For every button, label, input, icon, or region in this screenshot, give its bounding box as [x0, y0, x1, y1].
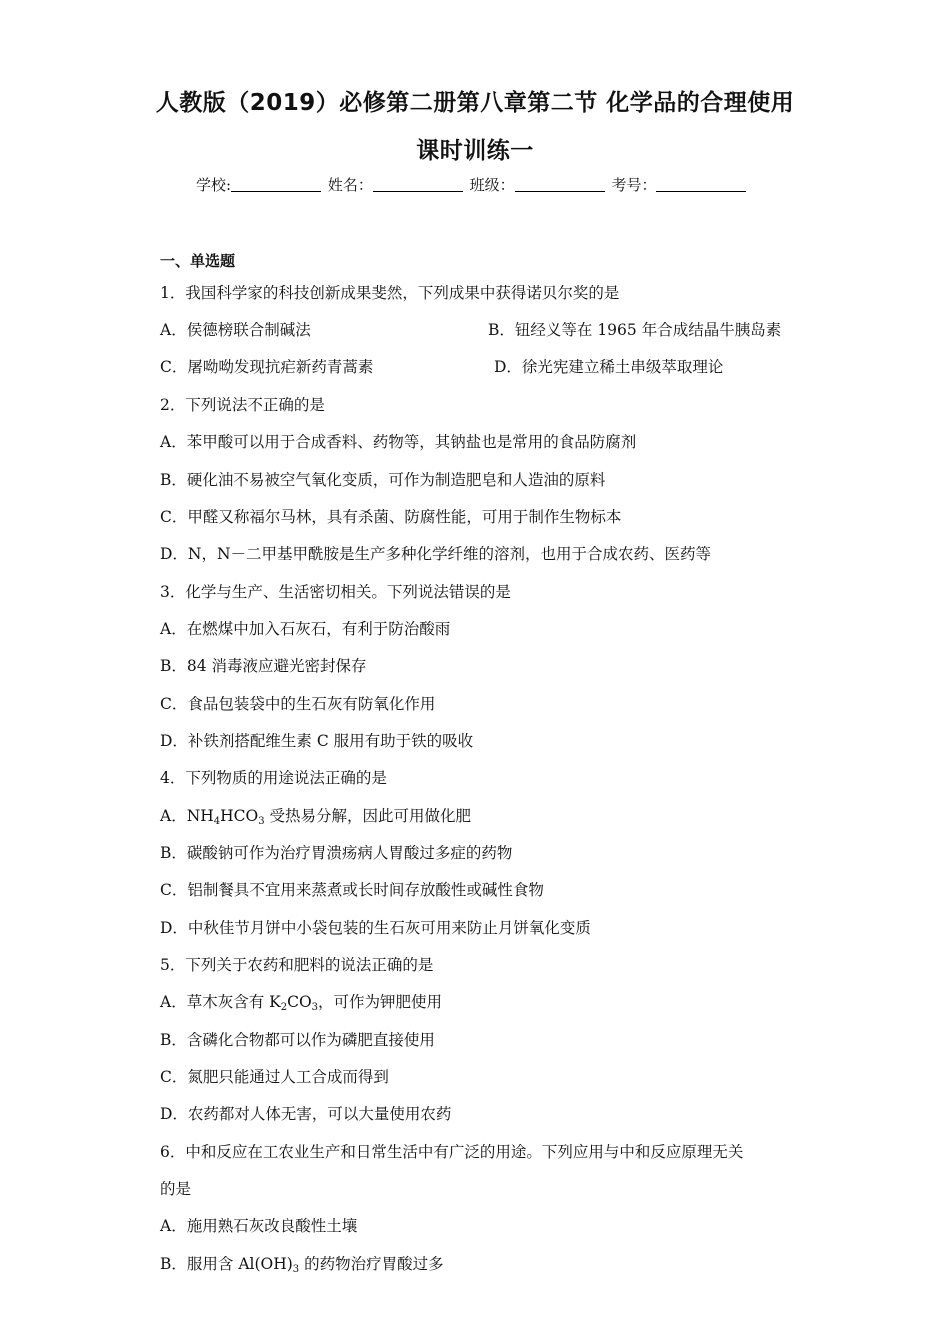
- question-4-option-d: D．中秋佳节月饼中小袋包装的生石灰可用来防止月饼氧化变质: [160, 919, 591, 937]
- student-info-row: [196, 174, 748, 195]
- question-5-option-a: A．草木灰含有 $K_2CO_3$，可作为钾肥使用: [160, 993, 443, 1013]
- question-3-stem: 3．化学与生产、生活密切相关。下列说法错误的是: [160, 583, 511, 601]
- question-1-option-d: D．徐光宪建立稀土串级萃取理论: [494, 358, 724, 376]
- question-2-option-b: B．硬化油不易被空气氧化变质，可作为制造肥皂和人造油的原料: [160, 471, 606, 489]
- class-label: 班级：: [469, 176, 515, 194]
- question-5-stem: 5．下列关于农药和肥料的说法正确的是: [160, 956, 434, 974]
- exam-number-label: 考号：: [611, 176, 657, 194]
- question-2-option-a: A．苯甲酸可以用于合成香料、药物等，其钠盐也是常用的食品防腐剂: [160, 433, 637, 451]
- question-1-option-a: A．侯德榜联合制碱法: [160, 321, 311, 339]
- question-2-option-c: C．甲醛又称福尔马林，具有杀菌、防腐性能，可用于制作生物标本: [160, 508, 622, 526]
- question-3-option-d: D．补铁剂搭配维生素 C 服用有助于铁的吸收: [160, 732, 474, 750]
- question-1-option-b: B．钮经义等在 1965 年合成结晶牛胰岛素: [488, 321, 782, 339]
- question-4-stem: 4．下列物质的用途说法正确的是: [160, 769, 387, 787]
- section-heading: 一、单选题: [160, 252, 236, 270]
- question-6-stem-line1: 6．中和反应在工农业生产和日常生活中有广泛的用途。下列应用与中和反应原理无关: [160, 1143, 744, 1161]
- question-6-option-b: B．服用含 $Al(OH)_3$ 的药物治疗胃酸过多: [160, 1255, 444, 1275]
- question-5-option-c: C．氮肥只能通过人工合成而得到: [160, 1068, 389, 1086]
- name-blank[interactable]: [373, 177, 463, 192]
- question-3-option-a: A．在燃煤中加入石灰石，有利于防治酸雨: [160, 620, 451, 638]
- question-6-stem-line2: 的是: [160, 1180, 192, 1198]
- question-4-option-c: C．铝制餐具不宜用来蒸煮或长时间存放酸性或碱性食物: [160, 881, 544, 899]
- document-subtitle: 课时训练一: [416, 138, 534, 164]
- question-3-option-c: C．食品包装袋中的生石灰有防氧化作用: [160, 695, 436, 713]
- document-title: 人教版（2019）必修第二册第八章第二节 化学品的合理使用: [155, 90, 795, 116]
- school-label: 学校:: [196, 176, 232, 194]
- question-5-option-b: B．含磷化合物都可以作为磷肥直接使用: [160, 1031, 435, 1049]
- question-4-option-a: A．$NH_4HCO_3$ 受热易分解，因此可用做化肥: [160, 807, 472, 827]
- question-3-option-b: B．84 消毒液应避光密封保存: [160, 657, 367, 675]
- exam-number-blank[interactable]: [656, 177, 746, 192]
- question-2-stem: 2．下列说法不正确的是: [160, 396, 325, 414]
- name-label: 姓名：: [327, 176, 373, 194]
- school-blank[interactable]: [231, 177, 321, 192]
- question-4-option-b: B．碳酸钠可作为治疗胃溃疡病人胃酸过多症的药物: [160, 844, 513, 862]
- question-6-option-a: A．施用熟石灰改良酸性土壤: [160, 1217, 358, 1235]
- question-1-option-c: C．屠呦呦发现抗疟新药青蒿素: [160, 358, 374, 376]
- question-2-option-d: D．N，N－二甲基甲酰胺是生产多种化学纤维的溶剂，也用于合成农药、医药等: [160, 545, 712, 563]
- class-blank[interactable]: [515, 177, 605, 192]
- question-1-stem: 1．我国科学家的科技创新成果斐然，下列成果中获得诺贝尔奖的是: [160, 284, 620, 302]
- question-5-option-d: D．农药都对人体无害，可以大量使用农药: [160, 1105, 452, 1123]
